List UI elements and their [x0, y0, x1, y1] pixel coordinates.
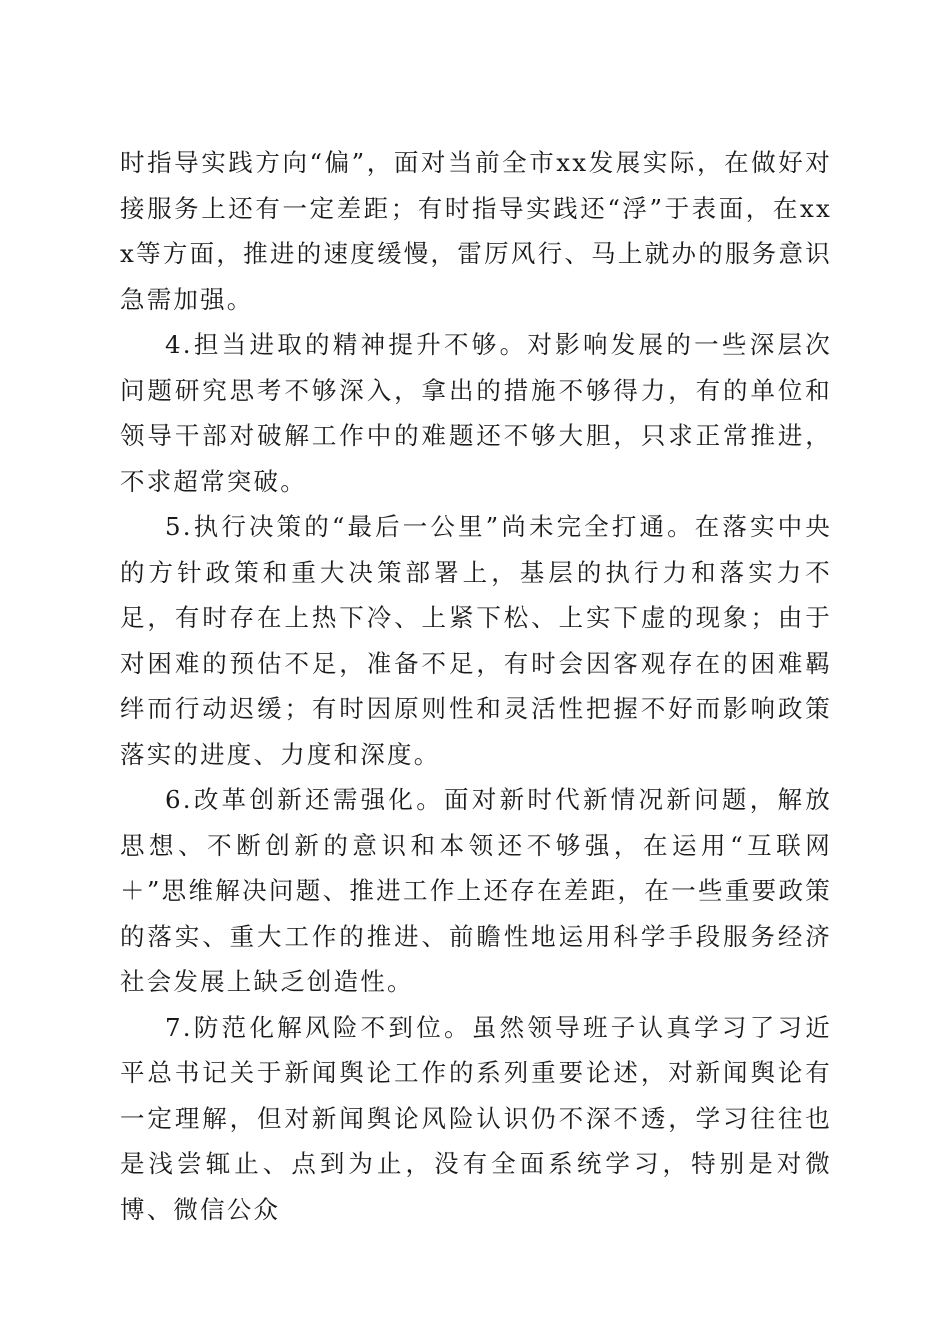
paragraph-continued: 时指导实践方向“偏”，面对当前全市xx发展实际，在做好对接服务上还有一定差距；有时指导实践还“浮”于表面，在xxx等方面，推进的速度缓慢，雷厉风行、马上就办的服务意识急需加强。: [120, 148, 832, 314]
paragraph-item-4: 4.担当进取的精神提升不够。对影响发展的一些深层次问题研究思考不够深入，拿出的措施不够得力，有的单位和领导干部对破解工作中的难题还不够大胆，只求正常推进，不求超常突破。: [120, 330, 832, 496]
document-body: [120, 140, 832, 1232]
paragraph-item-7: 7.防范化解风险不到位。虽然领导班子认真学习了习近平总书记关于新闻舆论工作的系列重要论述，对新闻舆论有一定理解，但对新闻舆论风险认识仍不深不透，学习往往也是浅尝辄止、点到为止，没有全面系统学习，特别是对微博、微信公众: [120, 1012, 832, 1224]
paragraph-item-6: 6.改革创新还需强化。面对新时代新情况新问题，解放思想、不断创新的意识和本领还不够强，在运用“互联网＋”思维解决问题、推进工作上还存在差距，在一些重要政策的落实、重大工作的推进、前瞻性地运用科学手段服务经济社会发展上缺乏创造性。: [120, 785, 832, 996]
paragraph-item-5: 5.执行决策的“最后一公里”尚未完全打通。在落实中央的方针政策和重大决策部署上，基层的执行力和落实力不足，有时存在上热下冷、上紧下松、上实下虚的现象；由于对困难的预估不足，准备不足，有时会因客观存在的困难羁绊而行动迟缓；有时因原则性和灵活性把握不好而影响政策落实的进度、力度和深度。: [120, 512, 832, 769]
